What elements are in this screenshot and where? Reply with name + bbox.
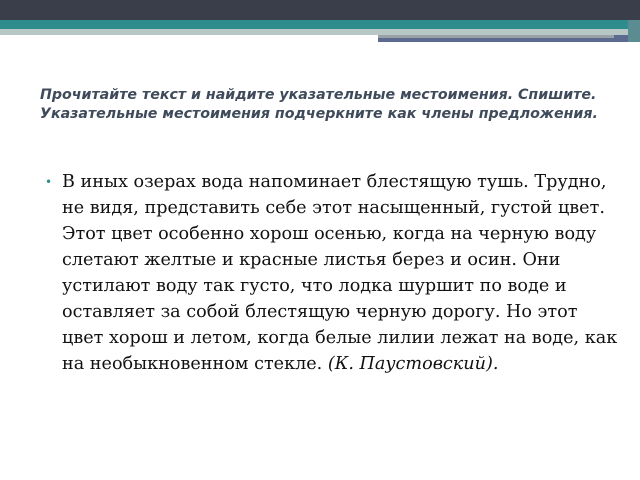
bullet-icon: • [45,175,53,189]
header-accent-blue [378,38,640,42]
paragraph-text: В иных озерах вода напоминает блестящую тушь. Трудно, не видя, представить себе этот насыщенный, густой цвет. Этот цвет особенно хорош осенью, когда на черную воду слетают желтые и красные листья берез и осин. Они устилают воду так густо, что лодка шуршит по воде и оставляет за собой блестящую черную дорогу. Но этот цвет хорош и летом, когда белые лилии лежат на воде, как на необыкновенном стекле. [62,172,618,374]
header-bar-dark [0,0,640,20]
slide-title: Прочитайте текст и найдите указательные местоимения. Спишите. Указательные местоимения подчеркните как члены предложения. [40,87,598,122]
header-accent-right-teal [628,20,640,42]
list-item [45,169,622,377]
header-bar-teal [0,20,640,29]
citation: (К. Паустовский). [322,354,499,374]
content-list [45,169,622,377]
